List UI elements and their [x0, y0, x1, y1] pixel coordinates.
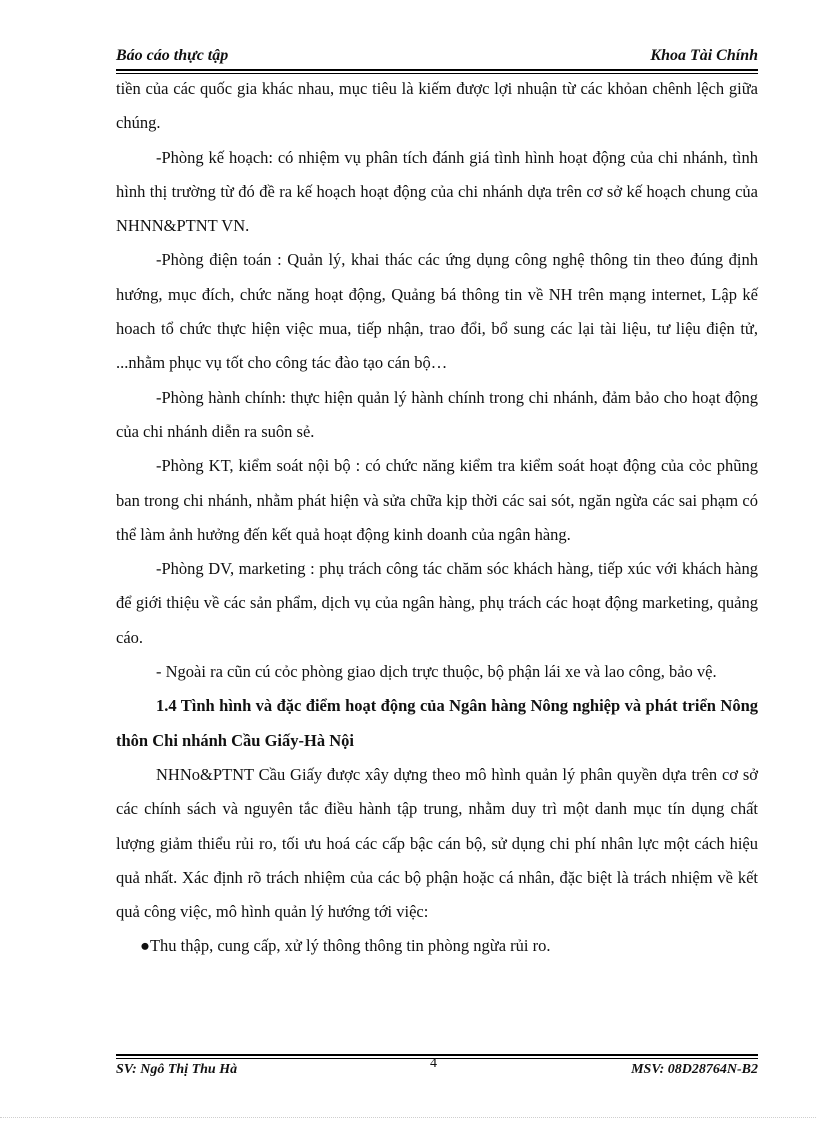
document-body: [116, 72, 758, 964]
footer-rule-thin: [116, 1058, 758, 1059]
footer-student-id: MSV: 08D28764N-B2: [631, 1062, 758, 1077]
footer-student-name: SV: Ngô Thị Thu Hà: [116, 1062, 238, 1077]
paragraph-other-units: - Ngoài ra cũn cú cỏc phòng giao dịch trực thuộc, bộ phận lái xe và lao công, bảo vệ.: [156, 662, 717, 682]
page-boundary: [0, 1117, 816, 1118]
footer-rule: [116, 1054, 758, 1056]
header-rule: [116, 69, 758, 71]
bullet-item: ●Thu thập, cung cấp, xử lý thông thông tin phòng ngừa rủi ro.: [140, 936, 551, 956]
section-heading: 1.4 Tình hình và đặc điểm hoạt động của Ngân hàng Nông nghiệp và phát triển Nông thôn Chi nhánh Cầu Giấy-Hà Nội: [116, 696, 758, 750]
header-report-title: Báo cáo thực tập: [116, 47, 229, 64]
paragraph-it-dept: -Phòng điện toán : Quản lý, khai thác các ứng dụng công nghệ thông tin theo đúng định hướng, mục đích, chức năng hoạt động, Quảng bá thông tin về NH trên mạng internet, Lập kế hoach tổ chức thực hiện việc mua, tiếp nhận, trao đổi, bổ sung các lại tài liệu, tư liệu điện tử, ...nhằm phục vụ tốt cho công tác đào tạo cán bộ…: [116, 250, 758, 373]
paragraph-admin-dept: -Phòng hành chính: thực hiện quản lý hành chính trong chi nhánh, đảm bảo cho hoạt động của chi nhánh diễn ra suôn sẻ.: [116, 387, 758, 441]
page-header: [116, 47, 758, 69]
page-footer: [116, 1056, 758, 1082]
paragraph-continuation: tiền của các quốc gia khác nhau, mục tiêu là kiếm được lợi nhuận từ các khỏan chênh lệch giữa chúng.: [116, 79, 758, 133]
paragraph-marketing-dept: -Phòng DV, marketing : phụ trách công tác chăm sóc khách hàng, tiếp xúc với khách hàng để giới thiệu về các sản phẩm, dịch vụ của ngân hàng, phụ trách các hoạt động marketing, quảng cáo.: [116, 559, 758, 647]
page-number: 4: [430, 1056, 437, 1071]
paragraph-planning-dept: -Phòng kế hoạch: có nhiệm vụ phân tích đánh giá tình hình hoạt động của chi nhánh, tình hình thị trường từ đó đề ra kế hoạch hoạt động của chi nhánh dựa trên cơ sở kế hoạch chung của NHNN&PTNT VN.: [116, 147, 758, 236]
header-faculty: Khoa Tài Chính: [650, 47, 758, 64]
paragraph-management-model: NHNo&PTNT Cầu Giấy được xây dựng theo mô hình quản lý phân quyền dựa trên cơ sở các chính sách và nguyên tắc điều hành tập trung, nhằm duy trì một danh mục tín dụng chất lượng giảm thiểu rủi ro, tối ưu hoá các cấp bậc cán bộ, sử dụng chi phí nhân lực một cách hiệu quả nhất. Xác định rõ trách nhiệm của các bộ phận hoặc cá nhân, đặc biệt là trách nhiệm về kết quả công việc, mô hình quản lý hướng tới việc:: [116, 764, 758, 922]
paragraph-audit-dept: -Phòng KT, kiểm soát nội bộ : có chức năng kiểm tra kiểm soát hoạt động của cỏc phũng ban trong chi nhánh, nhằm phát hiện và sửa chữa kịp thời các sai sót, ngăn ngừa các sai phạm có thể làm ảnh hưởng đến kết quả hoạt động kinh doanh của ngân hàng.: [116, 456, 758, 544]
